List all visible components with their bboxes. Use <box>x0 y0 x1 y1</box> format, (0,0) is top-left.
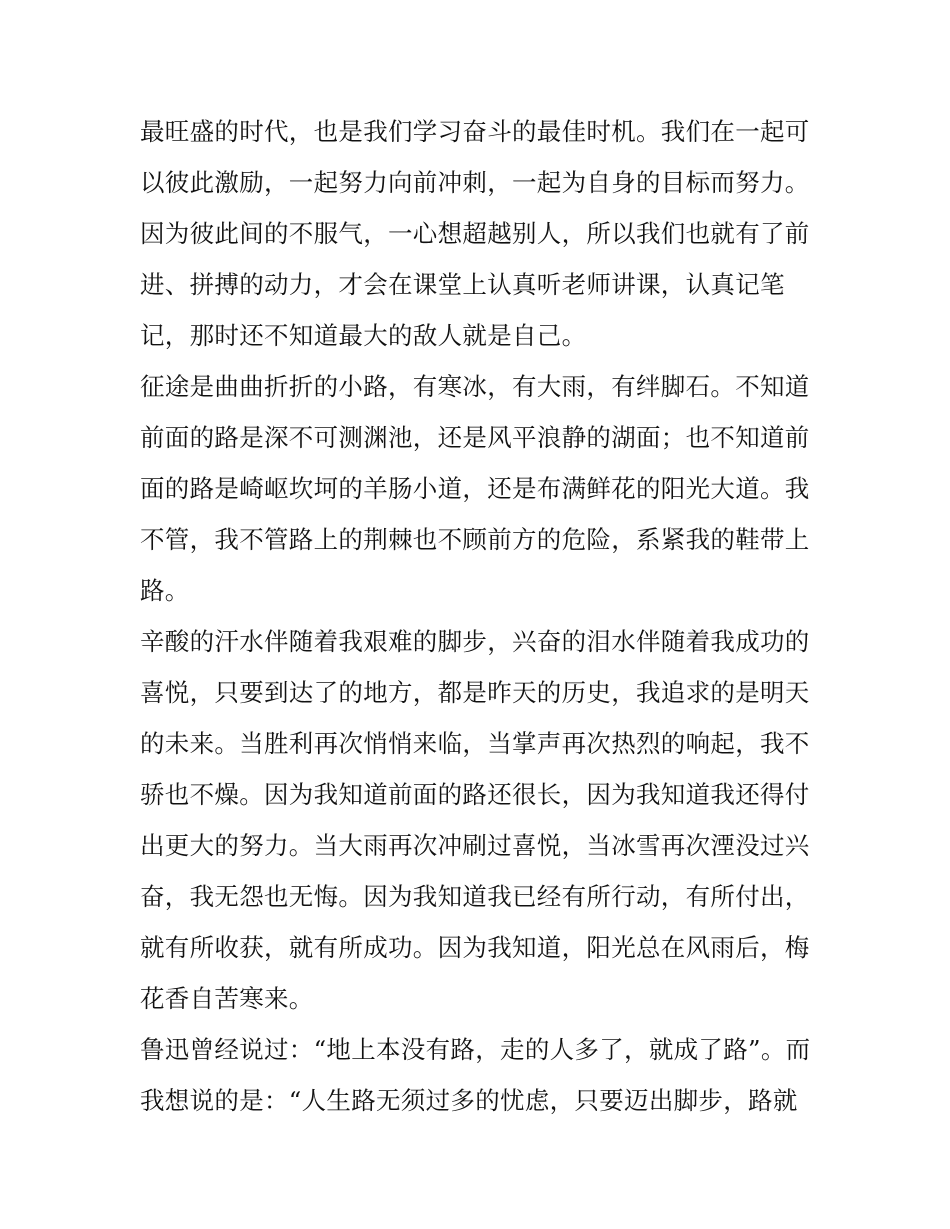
text-line: 鲁迅曾经说过：“地上本没有路，走的人多了，就成了路”。而 <box>140 1035 811 1064</box>
text-line: 就有所收获，就有所成功。因为我知道，阳光总在风雨后，梅 <box>140 933 810 962</box>
text-line: 路。 <box>140 576 190 605</box>
text-line: 辛酸的汗水伴随着我艰难的脚步，兴奋的泪水伴随着我成功的 <box>140 627 810 656</box>
text-line: 我想说的是：“人生路无须过多的忧虑，只要迈出脚步，路就 <box>140 1086 798 1115</box>
text-line: 面的路是崎岖坎坷的羊肠小道，还是布满鲜花的阳光大道。我 <box>140 474 810 503</box>
text-line: 骄也不燥。因为我知道前面的路还很长，因为我知道我还得付 <box>140 780 810 809</box>
text-line: 喜悦，只要到达了的地方，都是昨天的历史，我追求的是明天 <box>140 678 810 707</box>
text-line: 奋，我无怨也无悔。因为我知道我已经有所行动，有所付出， <box>140 882 810 911</box>
text-line: 花香自苦寒来。 <box>140 984 314 1013</box>
text-line: 最旺盛的时代，也是我们学习奋斗的最佳时机。我们在一起可 <box>140 117 810 146</box>
document-body <box>140 106 820 1126</box>
text-line: 因为彼此间的不服气，一心想超越别人，所以我们也就有了前 <box>140 219 810 248</box>
text-line: 不管，我不管路上的荆棘也不顾前方的危险，系紧我的鞋带上 <box>140 525 810 554</box>
text-line: 征途是曲曲折折的小路，有寒冰，有大雨，有绊脚石。不知道 <box>140 372 810 401</box>
text-line: 的未来。当胜利再次悄悄来临，当掌声再次热烈的响起，我不 <box>140 729 810 758</box>
text-line: 进、拼搏的动力，才会在课堂上认真听老师讲课，认真记笔 <box>140 270 785 299</box>
text-line: 出更大的努力。当大雨再次冲刷过喜悦，当冰雪再次湮没过兴 <box>140 831 810 860</box>
text-line: 前面的路是深不可测渊池，还是风平浪静的湖面；也不知道前 <box>140 423 810 452</box>
text-line: 以彼此激励，一起努力向前冲刺，一起为自身的目标而努力。 <box>140 168 810 197</box>
text-line: 记，那时还不知道最大的敌人就是自己。 <box>140 321 587 350</box>
